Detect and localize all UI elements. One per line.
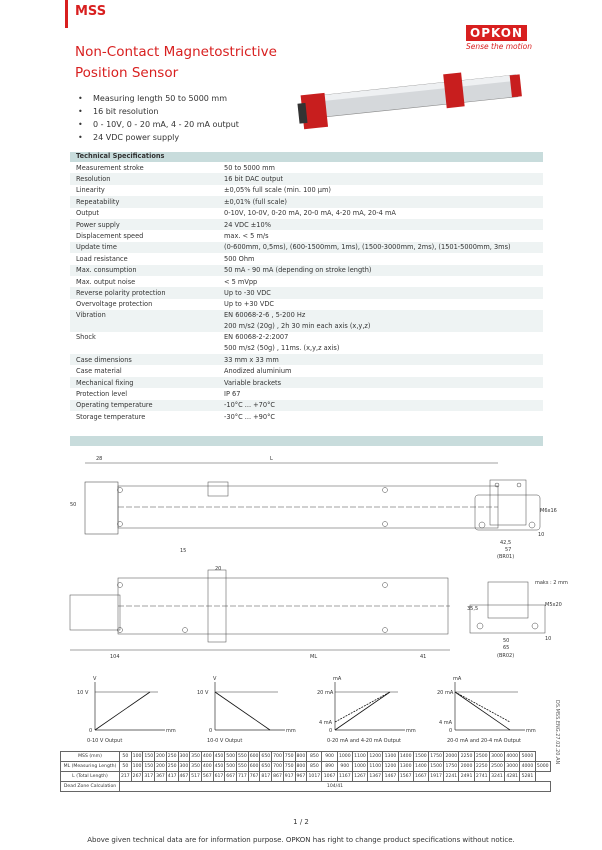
logo-tagline: Sense the motion <box>466 42 532 51</box>
table-row <box>61 782 551 792</box>
table-cell: 890 <box>322 762 337 772</box>
specs-rows <box>70 162 543 422</box>
table-cell: 3241 <box>489 772 504 782</box>
spec-value <box>224 390 543 398</box>
table-cell: 250 <box>166 752 178 762</box>
table-cell: 5281 <box>520 772 535 782</box>
table-cell: 850 <box>307 752 322 762</box>
graph-top-label: 20 mA <box>437 690 454 696</box>
spec-key: Case dimensions <box>76 355 132 364</box>
row-label: MSS (mm) <box>61 752 120 762</box>
spec-key: Linearity <box>76 186 105 195</box>
spec-key: Resolution <box>76 175 111 184</box>
table-cell: 50 <box>120 762 132 772</box>
table-cell: 400 <box>201 752 213 762</box>
logo-brand: OPKON <box>466 25 527 41</box>
spec-value <box>224 379 543 387</box>
table-cell: 450 <box>213 762 225 772</box>
dim-35-5: 35,5 <box>467 606 479 612</box>
graph-top-label: 10 V <box>77 690 89 696</box>
spec-key: Load resistance <box>76 254 128 263</box>
table-cell: 450 <box>213 752 225 762</box>
table-cell: 2250 <box>474 762 489 772</box>
spec-value-line: 0-10V, 10-0V, 0-20 mA, 20-0 mA, 4-20 mA, 20-4 mA <box>224 209 396 218</box>
dim-10: 10 <box>538 532 545 538</box>
table-cell: 800 <box>295 752 307 762</box>
spec-value <box>224 186 543 194</box>
table-cell: 2491 <box>459 772 474 782</box>
feature-item: • 24 VDC power supply <box>78 131 239 144</box>
spec-value-line: Up to +30 VDC <box>224 300 275 309</box>
table-cell: 1300 <box>398 762 413 772</box>
table-cell: 500 <box>225 752 237 762</box>
spec-value <box>224 401 543 409</box>
spec-key: Measurement stroke <box>76 163 144 172</box>
table-cell: 967 <box>295 772 307 782</box>
spec-key: Max. consumption <box>76 266 137 275</box>
spec-value <box>224 367 543 375</box>
table-cell: 2000 <box>459 762 474 772</box>
table-cell: 800 <box>295 762 307 772</box>
spec-key: Shock <box>76 333 96 342</box>
table-cell: 5000 <box>535 762 550 772</box>
spec-row <box>70 162 543 173</box>
table-cell: 367 <box>155 772 167 782</box>
table-cell: 1367 <box>368 772 383 782</box>
spec-key: Vibration <box>76 311 106 320</box>
dead-zone-value: 104/41 <box>120 782 551 792</box>
table-cell: 900 <box>322 752 337 762</box>
spec-key: Update time <box>76 243 117 252</box>
spec-value <box>224 289 543 297</box>
table-cell: 200 <box>155 762 167 772</box>
spec-value-line: EN 60068-2-2:2007 <box>224 333 289 342</box>
spec-value-line: 200 m/s2 (20g) , 2h 30 min each axis (x,y,z) <box>224 322 371 331</box>
table-cell: 1000 <box>337 752 352 762</box>
table-cell: 1667 <box>413 772 428 782</box>
table-cell: 1917 <box>429 772 444 782</box>
graph-top-label: 10 V <box>197 690 209 696</box>
feature-item: • Measuring length 50 to 5000 mm <box>78 92 239 105</box>
table-cell: 150 <box>143 752 155 762</box>
table-cell: 1267 <box>352 772 367 782</box>
spec-key: Max. output noise <box>76 277 136 286</box>
dim-ML: ML <box>310 654 318 660</box>
table-cell: 50 <box>120 752 132 762</box>
spec-row <box>70 310 543 332</box>
spec-value <box>224 255 543 263</box>
table-cell: 1750 <box>429 752 444 762</box>
spec-value-line: (0-600mm, 0,5ms), (600-1500mm, 1ms), (1500-3000mm, 2ms), (1501-5000mm, 3ms) <box>224 243 511 252</box>
dim-50: 50 <box>70 502 77 508</box>
dim-28: 28 <box>96 456 103 462</box>
graph-y-unit: V <box>213 676 217 682</box>
table-cell: 600 <box>248 762 260 772</box>
spec-row <box>70 196 543 207</box>
table-cell: 2241 <box>444 772 459 782</box>
dim-42-5: 42,5 <box>500 540 512 546</box>
page-number: 1 / 2 <box>293 818 309 826</box>
specs-table <box>70 152 543 422</box>
spec-row <box>70 299 543 310</box>
specs-heading <box>70 152 543 162</box>
spec-value-line: 24 VDC ±10% <box>224 220 271 229</box>
table-cell: 550 <box>237 752 249 762</box>
title-line-1: Non-Contact Magnetostrictive <box>75 44 277 60</box>
table-cell: 717 <box>237 772 249 782</box>
table-cell: 350 <box>190 762 202 772</box>
spec-value-line: 16 bit DAC output <box>224 175 283 184</box>
table-cell: 700 <box>272 762 284 772</box>
footer-note: Above given technical data are for information purpose. OPKON has right to change product specifications without notice. <box>87 836 515 844</box>
graph-caption: 10-0 V Output <box>207 738 243 744</box>
spec-value-line: 500 Ohm <box>224 254 255 263</box>
table-cell: 900 <box>337 762 352 772</box>
spec-value <box>224 266 543 274</box>
model-name: MSS <box>75 4 107 19</box>
feature-item: • 0 - 10V, 0 - 20 mA, 4 - 20 mA output <box>78 118 239 131</box>
table-row <box>61 752 551 762</box>
spec-value-line: Anodized aluminium <box>224 367 292 376</box>
spec-value <box>224 198 543 206</box>
spec-row <box>70 400 543 411</box>
spec-row <box>70 173 543 184</box>
spec-value <box>224 243 543 251</box>
spec-value-line: -30°C ... +90°C <box>224 412 275 421</box>
spec-value <box>224 356 543 364</box>
table-row <box>61 772 551 782</box>
spec-value <box>224 413 543 421</box>
spec-row <box>70 377 543 388</box>
spec-key: Storage temperature <box>76 412 146 421</box>
graph-x-unit: mm <box>166 728 176 734</box>
graph-zero-label: 0 <box>449 728 453 734</box>
table-cell: 350 <box>190 752 202 762</box>
spec-row <box>70 253 543 264</box>
dim-50b: 50 <box>503 638 510 644</box>
spec-row <box>70 185 543 196</box>
title-line-2: Position Sensor <box>75 65 179 81</box>
spec-value <box>224 164 543 172</box>
table-cell: 200 <box>155 752 167 762</box>
table-cell: 1067 <box>322 772 337 782</box>
table-cell: 917 <box>283 772 295 782</box>
table-cell: 650 <box>260 752 272 762</box>
dim-L: L <box>270 456 273 462</box>
spec-row <box>70 230 543 241</box>
graph-caption: 0-20 mA and 4-20 mA Output <box>327 738 401 744</box>
table-cell: 2500 <box>489 762 504 772</box>
table-cell: 1567 <box>398 772 413 782</box>
specs-heading-text: Technical Specifications <box>76 152 165 160</box>
spec-value <box>224 300 543 308</box>
spec-key: Protection level <box>76 389 128 398</box>
graph-caption: 0-10 V Output <box>87 738 123 744</box>
spec-value-line: Variable brackets <box>224 378 282 387</box>
table-cell: 1750 <box>444 762 459 772</box>
output-graph <box>77 676 176 744</box>
spec-row <box>70 219 543 230</box>
graph-zero-label: 0 <box>329 728 333 734</box>
table-cell: 550 <box>237 762 249 772</box>
spec-key: Output <box>76 209 99 218</box>
graph-top-label: 20 mA <box>317 690 334 696</box>
table-cell: 850 <box>307 762 322 772</box>
table-cell: 1500 <box>413 752 428 762</box>
spec-key: Mechanical fixing <box>76 378 134 387</box>
dim-104: 104 <box>110 654 120 660</box>
spec-row <box>70 332 543 354</box>
graph-zero-label: 0 <box>209 728 213 734</box>
graph-x-unit: mm <box>526 728 536 734</box>
table-cell: 1000 <box>352 762 367 772</box>
table-cell: 750 <box>283 762 295 772</box>
row-label: Dead Zone Calculation <box>61 782 120 792</box>
table-cell: 467 <box>178 772 190 782</box>
table-cell: 817 <box>260 772 272 782</box>
graph-y-unit: V <box>93 676 97 682</box>
spec-row <box>70 208 543 219</box>
spec-value <box>224 175 543 183</box>
spec-value <box>224 310 543 332</box>
table-cell: 517 <box>190 772 202 782</box>
graph-zero-label: 0 <box>89 728 93 734</box>
table-cell: 317 <box>143 772 155 782</box>
spec-value-line: 50 to 5000 mm <box>224 163 275 172</box>
graph-x-unit: mm <box>406 728 416 734</box>
table-cell: 750 <box>283 752 295 762</box>
table-cell: 417 <box>166 772 178 782</box>
graph-x-unit: mm <box>286 728 296 734</box>
table-cell: 700 <box>272 752 284 762</box>
spec-value-line: 33 mm x 33 mm <box>224 355 279 364</box>
spec-value-line: max. < 5 m/s <box>224 232 269 241</box>
table-cell: 3000 <box>505 762 520 772</box>
product-image <box>298 72 523 134</box>
output-graph <box>197 676 296 744</box>
table-cell: 1017 <box>307 772 322 782</box>
table-cell: 4281 <box>505 772 520 782</box>
spec-key: Reverse polarity protection <box>76 288 166 297</box>
feature-item: • 16 bit resolution <box>78 105 239 118</box>
spec-row <box>70 388 543 399</box>
row-label: ML (Measuring Length) <box>61 762 120 772</box>
table-cell: 2000 <box>444 752 459 762</box>
spec-key: Operating temperature <box>76 401 153 410</box>
table-cell: 867 <box>272 772 284 782</box>
graph-mid-label: 4 mA <box>439 720 453 726</box>
table-cell: 617 <box>213 772 225 782</box>
br01-label: (BR01) <box>497 554 515 560</box>
dim-65: 65 <box>503 645 510 651</box>
dim-57: 57 <box>505 547 512 553</box>
spec-value-line: -10°C ... +70°C <box>224 401 275 410</box>
graph-mid-label: 4 mA <box>319 720 333 726</box>
spec-key: Case material <box>76 367 122 376</box>
table-cell: 1300 <box>383 752 398 762</box>
table-cell: 3000 <box>489 752 504 762</box>
spec-value-line: EN 60068-2-6 , 5-200 Hz <box>224 311 306 320</box>
table-cell: 100 <box>131 752 143 762</box>
output-graph <box>317 676 416 744</box>
dim-10b: 10 <box>545 636 552 642</box>
table-cell: 650 <box>260 762 272 772</box>
spec-key: Displacement speed <box>76 232 144 241</box>
table-cell: 1200 <box>368 752 383 762</box>
spec-key: Repeatability <box>76 197 120 206</box>
spec-key: Power supply <box>76 220 120 229</box>
spec-row <box>70 411 543 422</box>
spec-value <box>224 332 543 354</box>
spec-value <box>224 209 543 217</box>
spec-key: Overvoltage protection <box>76 300 153 309</box>
table-cell: 150 <box>143 762 155 772</box>
table-cell: 1167 <box>337 772 352 782</box>
table-cell: 500 <box>225 762 237 772</box>
dim-15: 15 <box>180 548 187 554</box>
table-cell: 5000 <box>520 752 535 762</box>
table-cell: 2741 <box>474 772 489 782</box>
table-cell: 1100 <box>352 752 367 762</box>
table-cell: 2250 <box>459 752 474 762</box>
table-cell: 1400 <box>398 752 413 762</box>
spec-value-line: Up to -30 VDC <box>224 288 271 297</box>
table-cell: 300 <box>178 752 190 762</box>
page-title <box>75 42 277 84</box>
table-cell: 400 <box>201 762 213 772</box>
output-graph <box>437 676 536 744</box>
section-band <box>70 436 543 446</box>
table-cell: 100 <box>131 762 143 772</box>
dim-20: 20 <box>215 566 222 572</box>
spec-row <box>70 354 543 365</box>
spec-value <box>224 221 543 229</box>
dim-mark: maks : 2 mm <box>535 580 568 586</box>
spec-value-line: 50 mA - 90 mA (depending on stroke length) <box>224 266 372 275</box>
table-cell: 1400 <box>413 762 428 772</box>
spec-value <box>224 232 543 240</box>
table-cell: 667 <box>225 772 237 782</box>
table-cell: 4000 <box>520 762 535 772</box>
dim-m5: M5x20 <box>545 602 562 608</box>
table-cell: 767 <box>248 772 260 782</box>
spec-row <box>70 242 543 253</box>
spec-row <box>70 287 543 298</box>
table-cell: 217 <box>120 772 132 782</box>
spec-value-line: ±0,01% (full scale) <box>224 197 287 206</box>
feature-list <box>78 92 239 144</box>
table-cell: 1100 <box>368 762 383 772</box>
table-cell: 1200 <box>383 762 398 772</box>
document-id: DS.MSS.ENG.27.02.20.AN <box>554 700 560 765</box>
spec-row <box>70 365 543 376</box>
table-cell: 300 <box>178 762 190 772</box>
spec-value-line: < 5 mVpp <box>224 277 258 286</box>
table-row <box>61 762 551 772</box>
table-cell: 567 <box>201 772 213 782</box>
graph-y-unit: mA <box>333 676 342 682</box>
br02-label: (BR02) <box>497 653 515 659</box>
spec-value-line: ±0,05% full scale (min. 100 µm) <box>224 186 331 195</box>
header-accent-bar <box>65 0 68 28</box>
table-cell: 267 <box>131 772 143 782</box>
spec-row <box>70 265 543 276</box>
graph-y-unit: mA <box>453 676 462 682</box>
output-graphs <box>60 660 560 750</box>
length-table <box>60 751 551 792</box>
dim-m6: M6x16 <box>540 508 557 514</box>
spec-value-line: IP 67 <box>224 389 241 398</box>
table-cell: 600 <box>248 752 260 762</box>
table-cell: 250 <box>166 762 178 772</box>
table-cell: 1500 <box>429 762 444 772</box>
opkon-logo <box>466 22 581 51</box>
spec-value-line: 500 m/s2 (50g) , 11ms. (x,y,z axis) <box>224 344 340 353</box>
table-cell: 4000 <box>505 752 520 762</box>
table-cell: 2500 <box>474 752 489 762</box>
graph-caption: 20-0 mA and 20-4 mA Output <box>447 738 521 744</box>
dim-41: 41 <box>420 654 427 660</box>
spec-value <box>224 278 543 286</box>
table-cell: 1467 <box>383 772 398 782</box>
spec-row <box>70 276 543 287</box>
row-label: L (Total Length) <box>61 772 120 782</box>
